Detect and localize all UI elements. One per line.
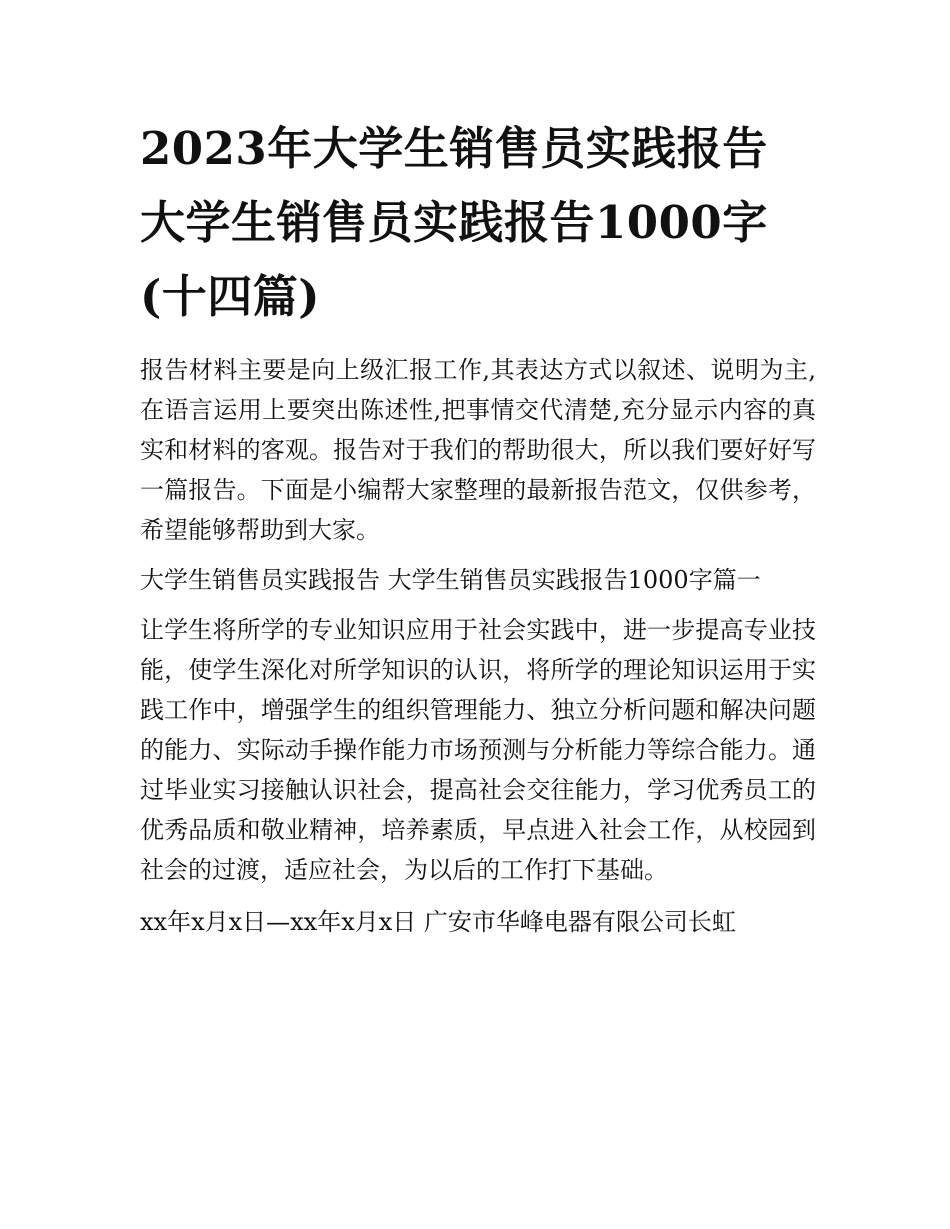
document-title: 2023年大学生销售员实践报告 大学生销售员实践报告1000字(十四篇) <box>140 122 768 323</box>
document-page <box>140 112 816 942</box>
section-heading: 大学生销售员实践报告 大学生销售员实践报告1000字篇一 <box>140 566 761 594</box>
dates-line: xx年x月x日—xx年x月x日 广安市华峰电器有限公司长虹 <box>140 908 736 936</box>
body-paragraph: 让学生将所学的专业知识应用于社会实践中，进一步提高专业技能，使学生深化对所学知识的认识，将所学的理论知识运用于实践工作中，增强学生的组织管理能力、独立分析问题和解决问题的能力、实际动手操作能力市场预测与分析能力等综合能力。通过毕业实习接触认识社会，提高社会交往能力，学习优秀员工的优秀品质和敬业精神，培养素质，早点进入社会工作，从校园到社会的过渡，适应社会，为以后的工作打下基础。 <box>140 616 816 884</box>
intro-paragraph: 报告材料主要是向上级汇报工作,其表达方式以叙述、说明为主,在语言运用上要突出陈述性,把事情交代清楚,充分显示内容的真实和材料的客观。报告对于我们的帮助很大，所以我们要好好写一篇报告。下面是小编帮大家整理的最新报告范文，仅供参考，希望能够帮助到大家。 <box>140 356 816 544</box>
